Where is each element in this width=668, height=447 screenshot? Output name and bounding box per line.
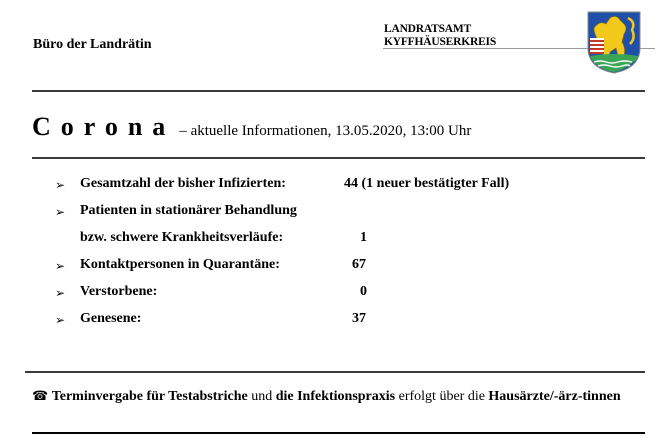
phone-icon: ☎ xyxy=(32,389,49,404)
coat-of-arms-icon xyxy=(586,10,642,74)
arrow-bullet-icon: ➢ xyxy=(55,286,66,300)
divider-top xyxy=(32,90,645,92)
title-subtitle: – aktuelle Informationen, 13.05.2020, 13:00 Uhr xyxy=(179,123,472,139)
arrow-bullet-icon: ➢ xyxy=(55,313,66,327)
fact-label: bzw. schwere Krankheitsverläufe: xyxy=(80,230,284,245)
fact-label: Kontaktpersonen in Quarantäne: xyxy=(80,257,280,272)
divider-notice xyxy=(25,371,645,373)
fact-value: 1 xyxy=(360,230,367,245)
notice-text xyxy=(32,384,652,410)
notice-bold-5: Hausärzte/-ärz-tinnen xyxy=(488,389,621,404)
page-title xyxy=(32,112,471,142)
fact-value: 0 xyxy=(360,284,367,299)
notice-text-4: erfolgt über die xyxy=(395,389,489,404)
arrow-bullet-icon: ➢ xyxy=(55,205,66,219)
arrow-bullet-icon: ➢ xyxy=(55,259,66,273)
authority-line-1: LANDRATSAMT xyxy=(384,23,472,35)
office-name: Büro der Landrätin xyxy=(33,37,152,52)
notice-bold-3: die Infektionspraxis xyxy=(275,389,396,404)
fact-value: 67 xyxy=(352,257,366,272)
arrow-bullet-icon: ➢ xyxy=(55,178,66,192)
authority-name xyxy=(384,23,496,49)
notice-text-2: und xyxy=(247,389,276,404)
fact-label: Gesamtzahl der bisher Infizierten: xyxy=(80,176,286,191)
fact-label: Genesene: xyxy=(80,311,142,326)
fact-label: Verstorbene: xyxy=(80,284,158,299)
fact-value: 37 xyxy=(352,311,366,326)
notice-bold-1: Terminvergabe für Testabstriche xyxy=(51,389,248,404)
authority-line-2: KYFFHÄUSERKREIS xyxy=(384,36,497,48)
divider-bottom xyxy=(32,432,645,434)
divider-title xyxy=(32,157,645,159)
fact-value: 44 (1 neuer bestätigter Fall) xyxy=(344,176,510,191)
title-main: Corona xyxy=(32,112,176,141)
fact-label: Patienten in stationärer Behandlung xyxy=(80,203,297,218)
